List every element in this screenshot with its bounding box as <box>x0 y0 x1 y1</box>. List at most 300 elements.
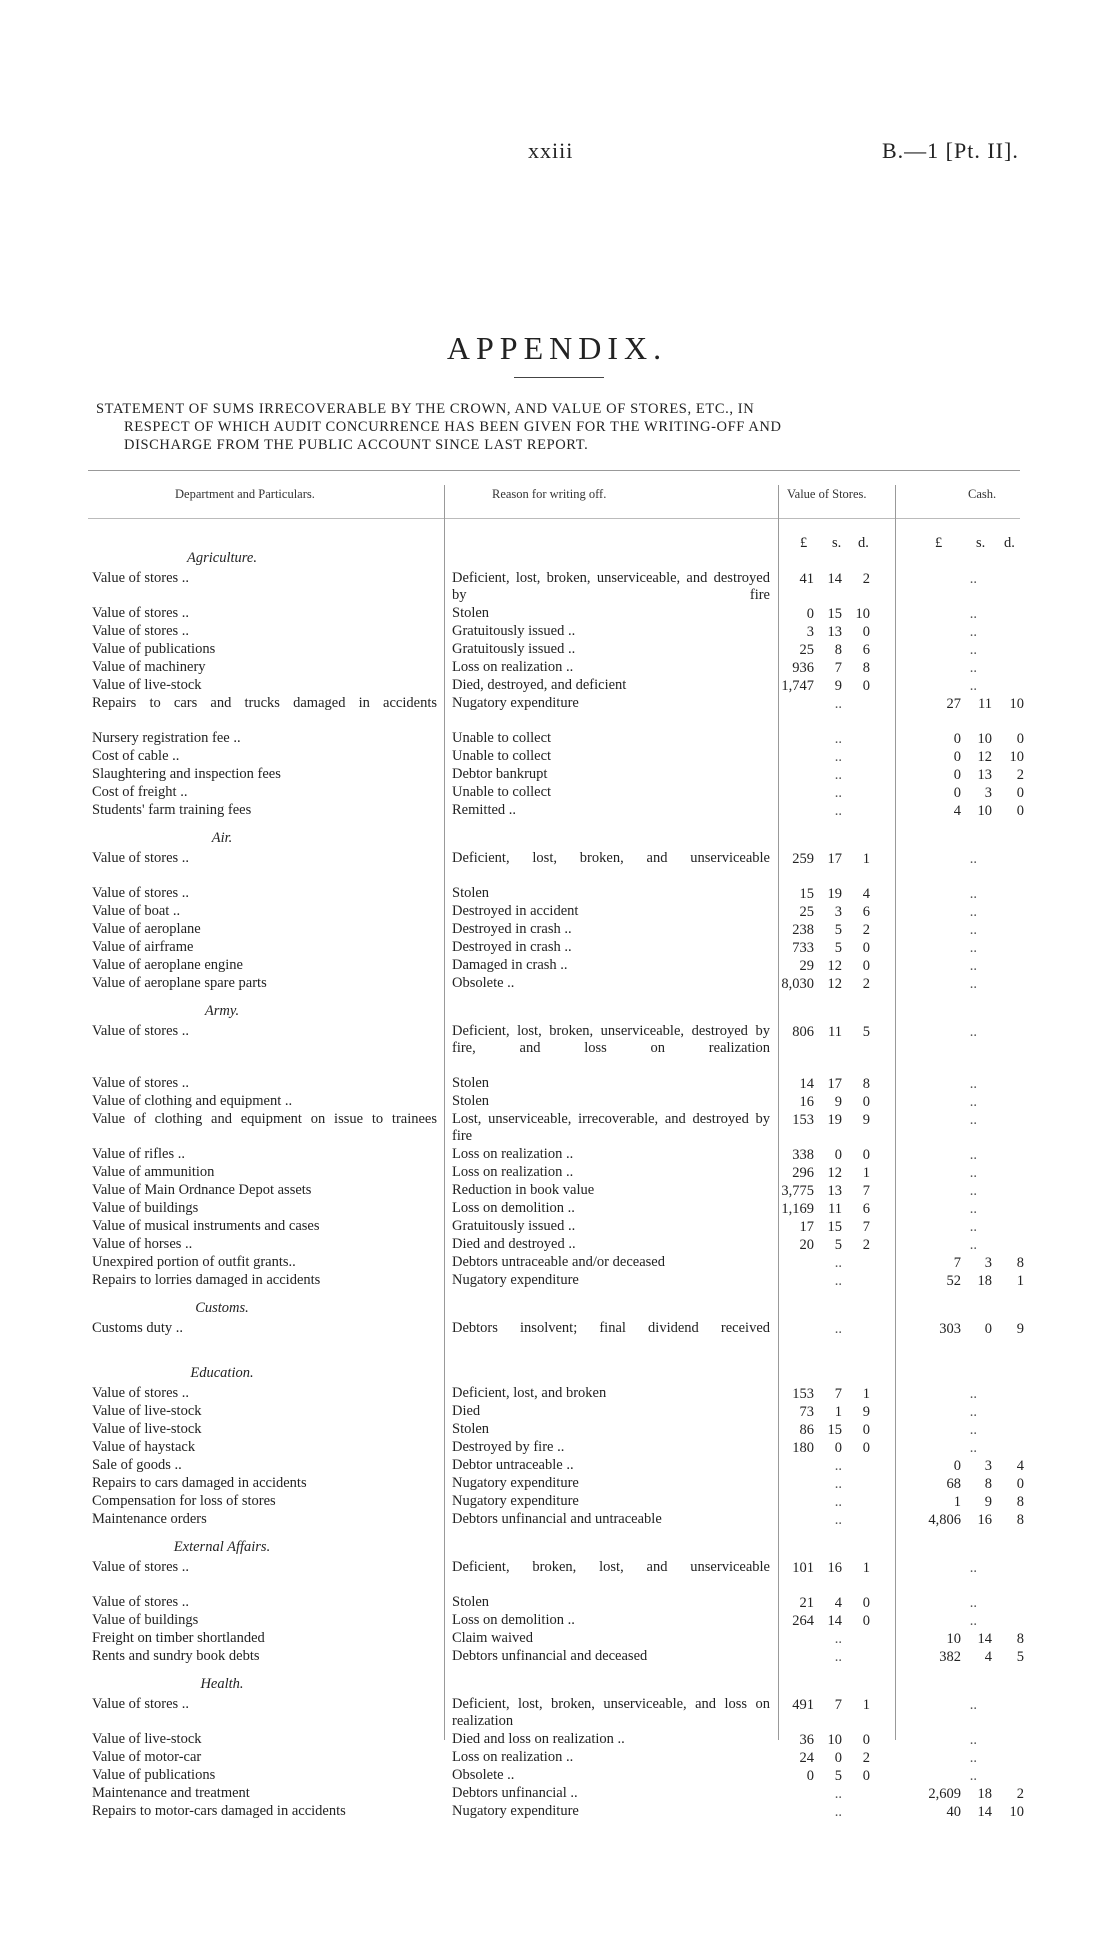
table-row <box>0 1075 1114 1093</box>
stores-empty: .. <box>834 1458 842 1474</box>
table-row <box>0 1594 1114 1612</box>
stores-amount-p: 29 <box>799 958 814 974</box>
reason-cell: Destroyed in crash .. <box>452 921 572 937</box>
table-row <box>0 605 1114 623</box>
stores-amount-s: 5 <box>834 1768 842 1784</box>
cash-empty: .. <box>969 1112 977 1128</box>
stores-amount-p: 936 <box>792 660 814 676</box>
table-row <box>0 903 1114 921</box>
cash-empty: .. <box>969 660 977 676</box>
stores-amount-d: 2 <box>862 1750 870 1766</box>
particulars-cell: Slaughtering and inspection fees <box>92 766 281 782</box>
stores-amount-p: 25 <box>799 904 814 920</box>
stores-amount-p: 0 <box>806 606 814 622</box>
reason-cell: Destroyed in accident <box>452 903 579 919</box>
stores-amount-s: 17 <box>827 1076 842 1092</box>
table-row <box>0 659 1114 677</box>
stores-amount-s: 11 <box>828 1024 842 1040</box>
reason-cell: Unable to collect <box>452 730 552 746</box>
cash-amount-d: 4 <box>1016 1458 1024 1474</box>
reason-cell: Unable to collect <box>452 748 552 764</box>
column-header-stores: Value of Stores. <box>787 487 867 501</box>
stores-amount-d: 0 <box>862 624 870 640</box>
cash-amount-d: 0 <box>1016 803 1024 819</box>
stores-empty: .. <box>834 1804 842 1820</box>
stores-amount-d: 2 <box>862 976 870 992</box>
stores-empty: .. <box>834 803 842 819</box>
stores-amount-s: 4 <box>834 1595 842 1611</box>
cash-amount-p: 303 <box>939 1321 961 1337</box>
reason-cell: Loss on demolition .. <box>452 1200 575 1216</box>
particulars-cell: Value of stores .. <box>92 570 190 586</box>
reason-cell: Died, destroyed, and deficient <box>452 677 627 693</box>
stores-amount-p: 36 <box>799 1732 814 1748</box>
stores-amount-d: 0 <box>862 1147 870 1163</box>
table-row <box>0 1439 1114 1457</box>
reason-cell: Obsolete .. <box>452 1767 515 1783</box>
table-row <box>0 1731 1114 1749</box>
stores-amount-s: 15 <box>827 1219 842 1235</box>
reason-cell: Nugatory expenditure <box>452 1803 579 1819</box>
cash-empty: .. <box>969 940 977 956</box>
cash-empty: .. <box>969 958 977 974</box>
statement-line-3: DISCHARGE FROM THE PUBLIC ACCOUNT SINCE LAST REPORT. <box>124 437 589 453</box>
particulars-cell: Repairs to cars and trucks damaged in accidents <box>92 695 437 711</box>
cash-amount-p: 2,609 <box>928 1786 961 1802</box>
table-row <box>0 1403 1114 1421</box>
stores-amount-s: 12 <box>827 958 842 974</box>
cash-amount-p: 0 <box>953 767 961 783</box>
cash-empty: .. <box>969 886 977 902</box>
particulars-cell: Value of ammunition <box>92 1164 215 1180</box>
table-row <box>0 1803 1114 1821</box>
cash-empty: .. <box>969 1201 977 1217</box>
stores-amount-d: 0 <box>862 940 870 956</box>
cash-amount-d: 1 <box>1016 1273 1024 1289</box>
stores-empty: .. <box>834 1494 842 1510</box>
stores-amount-d: 1 <box>862 1697 870 1713</box>
statement-heading <box>96 400 1016 454</box>
reason-cell: Claim waived <box>452 1630 533 1646</box>
cash-amount-p: 0 <box>953 731 961 747</box>
cash-empty: .. <box>969 678 977 694</box>
particulars-cell: Value of horses .. <box>92 1236 193 1252</box>
stores-amount-s: 0 <box>834 1440 842 1456</box>
particulars-cell: Rents and sundry book debts <box>92 1648 260 1664</box>
header-top-rule <box>88 470 1020 471</box>
table-row <box>0 1559 1114 1577</box>
stores-amount-s: 12 <box>827 1165 842 1181</box>
particulars-cell: Repairs to lorries damaged in accidents <box>92 1272 321 1288</box>
cash-empty: .. <box>969 1732 977 1748</box>
reason-cell: Nugatory expenditure <box>452 1493 579 1509</box>
stores-amount-s: 7 <box>834 1697 842 1713</box>
cash-amount-p: 0 <box>953 749 961 765</box>
table-row <box>0 1767 1114 1785</box>
particulars-cell: Value of publications <box>92 1767 216 1783</box>
table-row <box>0 850 1114 868</box>
cash-empty: .. <box>969 851 977 867</box>
table-row <box>0 1749 1114 1767</box>
stores-amount-s: 15 <box>827 606 842 622</box>
stores-amount-p: 153 <box>792 1386 814 1402</box>
particulars-cell: Students' farm training fees <box>92 802 252 818</box>
cash-amount-p: 0 <box>953 1458 961 1474</box>
cash-amount-s: 14 <box>977 1804 992 1820</box>
particulars-cell: Value of stores .. <box>92 1075 190 1091</box>
reason-cell: Debtor bankrupt <box>452 766 548 782</box>
cash-amount-s: 3 <box>984 1458 992 1474</box>
stores-amount-s: 5 <box>834 922 842 938</box>
stores-pound-unit: £ <box>800 535 808 551</box>
particulars-cell: Value of live-stock <box>92 677 202 693</box>
cash-empty: .. <box>969 1768 977 1784</box>
particulars-cell: Value of stores .. <box>92 605 190 621</box>
reason-cell: Deficient, lost, and broken <box>452 1385 607 1401</box>
stores-amount-d: 2 <box>862 922 870 938</box>
stores-amount-s: 9 <box>834 678 842 694</box>
reason-cell: Died and destroyed .. <box>452 1236 576 1252</box>
table-row <box>0 1385 1114 1403</box>
particulars-cell: Customs duty .. <box>92 1320 184 1336</box>
reason-cell: Died <box>452 1403 481 1419</box>
stores-amount-s: 19 <box>827 886 842 902</box>
reason-cell: Damaged in crash .. <box>452 957 568 973</box>
reason-cell: Died and loss on realization .. <box>452 1731 625 1747</box>
stores-amount-s: 0 <box>834 1147 842 1163</box>
stores-amount-d: 1 <box>862 1386 870 1402</box>
stores-amount-p: 86 <box>799 1422 814 1438</box>
stores-amount-s: 1 <box>834 1404 842 1420</box>
section-title: Customs. <box>195 1300 249 1316</box>
stores-amount-d: 2 <box>862 571 870 587</box>
table-row <box>0 1785 1114 1803</box>
reason-cell: Remitted .. <box>452 802 517 818</box>
particulars-cell: Value of stores .. <box>92 1559 190 1575</box>
stores-amount-s: 9 <box>834 1094 842 1110</box>
cash-empty: .. <box>969 571 977 587</box>
title-underline <box>514 377 604 378</box>
stores-amount-s: 11 <box>828 1201 842 1217</box>
cash-amount-p: 10 <box>946 1631 961 1647</box>
cash-amount-s: 14 <box>977 1631 992 1647</box>
table-row <box>0 1272 1114 1290</box>
stores-empty: .. <box>834 1321 842 1337</box>
cash-empty: .. <box>969 922 977 938</box>
reason-cell: Obsolete .. <box>452 975 515 991</box>
stores-amount-d: 0 <box>862 1595 870 1611</box>
cash-pound-unit: £ <box>935 535 943 551</box>
particulars-cell: Value of musical instruments and cases <box>92 1218 320 1234</box>
cash-empty: .. <box>969 1613 977 1629</box>
stores-amount-p: 264 <box>792 1613 814 1629</box>
reason-cell: Nugatory expenditure <box>452 695 579 711</box>
stores-amount-s: 15 <box>827 1422 842 1438</box>
particulars-cell: Value of live-stock <box>92 1403 202 1419</box>
cash-amount-d: 10 <box>1009 696 1024 712</box>
particulars-cell: Value of machinery <box>92 659 206 675</box>
cash-amount-s: 12 <box>977 749 992 765</box>
stores-empty: .. <box>834 731 842 747</box>
particulars-cell: Value of live-stock <box>92 1731 202 1747</box>
particulars-cell: Repairs to motor-cars damaged in accidents <box>92 1803 346 1819</box>
cash-empty: .. <box>969 1440 977 1456</box>
cash-amount-p: 4 <box>953 803 961 819</box>
reason-cell: Reduction in book value <box>452 1182 595 1198</box>
stores-amount-s: 3 <box>834 904 842 920</box>
cash-amount-s: 16 <box>977 1512 992 1528</box>
reason-cell: Stolen <box>452 1075 490 1091</box>
statement-line-1: STATEMENT OF SUMS IRRECOVERABLE BY THE CROWN, AND VALUE OF STORES, ETC., IN <box>96 401 755 417</box>
table-row <box>0 730 1114 748</box>
stores-amount-d: 0 <box>862 1094 870 1110</box>
table-row <box>0 748 1114 766</box>
reason-cell: Nugatory expenditure <box>452 1475 579 1491</box>
stores-amount-p: 15 <box>799 886 814 902</box>
cash-amount-d: 8 <box>1016 1512 1024 1528</box>
particulars-cell: Value of stores .. <box>92 1696 190 1712</box>
stores-amount-d: 2 <box>862 1237 870 1253</box>
table-row <box>0 975 1114 993</box>
cash-empty: .. <box>969 1404 977 1420</box>
stores-shilling-unit: s. <box>832 535 842 551</box>
reason-cell: Debtor untraceable .. <box>452 1457 574 1473</box>
stores-amount-s: 8 <box>834 642 842 658</box>
section-title: Army. <box>204 1003 240 1019</box>
section-title: Air. <box>211 830 233 846</box>
particulars-cell: Value of motor-car <box>92 1749 202 1765</box>
stores-amount-p: 24 <box>799 1750 814 1766</box>
stores-amount-d: 9 <box>862 1404 870 1420</box>
stores-amount-d: 0 <box>862 1440 870 1456</box>
table-row <box>0 957 1114 975</box>
reason-cell: Nugatory expenditure <box>452 1272 579 1288</box>
stores-amount-s: 19 <box>827 1112 842 1128</box>
table-row <box>0 1511 1114 1529</box>
cash-empty: .. <box>969 1386 977 1402</box>
reason-cell: Debtors unfinancial and deceased <box>452 1648 648 1664</box>
stores-amount-d: 0 <box>862 958 870 974</box>
cash-amount-d: 8 <box>1016 1255 1024 1271</box>
reason-cell: Stolen <box>452 1594 490 1610</box>
table-row <box>0 1630 1114 1648</box>
table-row <box>0 1493 1114 1511</box>
table-row <box>0 641 1114 659</box>
table-row <box>0 1111 1114 1144</box>
cash-empty: .. <box>969 606 977 622</box>
cash-amount-s: 0 <box>984 1321 992 1337</box>
particulars-cell: Value of boat .. <box>92 903 181 919</box>
particulars-cell: Maintenance and treatment <box>92 1785 250 1801</box>
cash-empty: .. <box>969 1237 977 1253</box>
section-title: Agriculture. <box>187 550 257 566</box>
particulars-cell: Value of clothing and equipment .. <box>92 1093 293 1109</box>
stores-amount-p: 238 <box>792 922 814 938</box>
stores-amount-p: 41 <box>799 571 814 587</box>
cash-empty: .. <box>969 904 977 920</box>
particulars-cell: Value of rifles .. <box>92 1146 186 1162</box>
stores-amount-p: 25 <box>799 642 814 658</box>
table-row <box>0 1648 1114 1666</box>
stores-amount-s: 5 <box>834 940 842 956</box>
table-row <box>0 695 1114 713</box>
particulars-cell: Nursery registration fee .. <box>92 730 241 746</box>
cash-empty: .. <box>969 1076 977 1092</box>
particulars-cell: Cost of freight .. <box>92 784 188 800</box>
particulars-cell: Value of stores .. <box>92 1023 190 1039</box>
cash-amount-s: 9 <box>984 1494 992 1510</box>
stores-amount-s: 12 <box>827 976 842 992</box>
particulars-cell: Value of stores .. <box>92 623 190 639</box>
particulars-cell: Cost of cable .. <box>92 748 180 764</box>
particulars-cell: Value of aeroplane engine <box>92 957 243 973</box>
stores-empty: .. <box>834 767 842 783</box>
stores-empty: .. <box>834 696 842 712</box>
table-row <box>0 1320 1114 1338</box>
stores-amount-p: 101 <box>792 1560 814 1576</box>
cash-amount-d: 10 <box>1009 749 1024 765</box>
cash-empty: .. <box>969 1219 977 1235</box>
stores-amount-p: 16 <box>799 1094 814 1110</box>
table-row <box>0 1457 1114 1475</box>
page-reference: B.—1 [Pt. II]. <box>882 138 1019 163</box>
stores-amount-p: 8,030 <box>781 976 814 992</box>
particulars-cell: Value of airframe <box>92 939 194 955</box>
stores-amount-d: 0 <box>862 1613 870 1629</box>
particulars-cell: Value of haystack <box>92 1439 196 1455</box>
reason-cell: Stolen <box>452 1093 490 1109</box>
reason-cell: Lost, unserviceable, irrecoverable, and destroyed by fire <box>452 1111 770 1144</box>
section-title: Education. <box>190 1365 254 1381</box>
reason-cell: Debtors untraceable and/or deceased <box>452 1254 665 1270</box>
cash-amount-p: 0 <box>953 785 961 801</box>
stores-amount-p: 338 <box>792 1147 814 1163</box>
table-row <box>0 1696 1114 1729</box>
stores-amount-d: 0 <box>862 1422 870 1438</box>
appendix-title: APPENDIX. <box>446 330 668 366</box>
table-row <box>0 623 1114 641</box>
particulars-cell: Value of aeroplane spare parts <box>92 975 267 991</box>
particulars-cell: Value of buildings <box>92 1200 199 1216</box>
cash-amount-d: 8 <box>1016 1631 1024 1647</box>
page-number: xxiii <box>528 138 574 163</box>
table-row <box>0 939 1114 957</box>
table-row <box>0 1023 1114 1056</box>
cash-amount-p: 27 <box>946 696 961 712</box>
particulars-cell: Freight on timber shortlanded <box>92 1630 265 1646</box>
particulars-cell: Value of clothing and equipment on issue to trainees <box>92 1111 437 1127</box>
cash-amount-s: 13 <box>977 767 992 783</box>
cash-amount-d: 0 <box>1016 785 1024 801</box>
stores-amount-p: 17 <box>799 1219 814 1235</box>
table-row <box>0 784 1114 802</box>
stores-amount-d: 1 <box>862 851 870 867</box>
particulars-cell: Compensation for loss of stores <box>92 1493 276 1509</box>
table-row <box>0 885 1114 903</box>
stores-amount-s: 14 <box>827 1613 842 1629</box>
stores-amount-d: 6 <box>862 642 870 658</box>
stores-amount-p: 20 <box>799 1237 814 1253</box>
table-row <box>0 1200 1114 1218</box>
stores-amount-p: 14 <box>799 1076 814 1092</box>
stores-amount-p: 806 <box>792 1024 814 1040</box>
cash-amount-d: 2 <box>1016 767 1024 783</box>
particulars-cell: Value of stores .. <box>92 885 190 901</box>
stores-amount-s: 7 <box>834 1386 842 1402</box>
section-title: External Affairs. <box>173 1539 271 1555</box>
stores-empty: .. <box>834 1649 842 1665</box>
particulars-cell: Value of publications <box>92 641 216 657</box>
column-header-department: Department and Particulars. <box>175 487 315 501</box>
cash-amount-p: 4,806 <box>928 1512 961 1528</box>
stores-empty: .. <box>834 1476 842 1492</box>
reason-cell: Unable to collect <box>452 784 552 800</box>
reason-cell: Loss on realization .. <box>452 659 574 675</box>
cash-amount-s: 18 <box>977 1273 992 1289</box>
stores-empty: .. <box>834 785 842 801</box>
cash-empty: .. <box>969 642 977 658</box>
reason-cell: Deficient, lost, broken, unserviceable, and destroyed by fire <box>452 570 770 603</box>
cash-empty: .. <box>969 1094 977 1110</box>
stores-amount-p: 1,747 <box>781 678 814 694</box>
stores-amount-p: 73 <box>799 1404 814 1420</box>
cash-amount-p: 382 <box>939 1649 961 1665</box>
reason-cell: Loss on demolition .. <box>452 1612 575 1628</box>
cash-empty: .. <box>969 1147 977 1163</box>
stores-amount-p: 180 <box>792 1440 814 1456</box>
particulars-cell: Value of Main Ordnance Depot assets <box>92 1182 312 1198</box>
cash-empty: .. <box>969 1422 977 1438</box>
table-row <box>0 1475 1114 1493</box>
stores-amount-d: 5 <box>862 1024 870 1040</box>
stores-empty: .. <box>834 1273 842 1289</box>
table-row <box>0 570 1114 603</box>
table-row <box>0 921 1114 939</box>
cash-amount-s: 4 <box>984 1649 992 1665</box>
cash-amount-s: 10 <box>977 803 992 819</box>
stores-amount-p: 3,775 <box>781 1183 814 1199</box>
cash-amount-d: 9 <box>1016 1321 1024 1337</box>
stores-amount-d: 10 <box>855 606 870 622</box>
stores-amount-d: 0 <box>862 1768 870 1784</box>
statement-line-2: RESPECT OF WHICH AUDIT CONCURRENCE HAS BEEN GIVEN FOR THE WRITING-OFF AND <box>124 419 782 435</box>
cash-amount-d: 2 <box>1016 1786 1024 1802</box>
stores-amount-p: 3 <box>806 624 814 640</box>
cash-amount-s: 11 <box>978 696 992 712</box>
table-row <box>0 677 1114 695</box>
table-row <box>0 1421 1114 1439</box>
stores-amount-d: 1 <box>862 1165 870 1181</box>
stores-amount-p: 1,169 <box>781 1201 814 1217</box>
cash-amount-d: 5 <box>1016 1649 1024 1665</box>
table-row <box>0 1612 1114 1630</box>
stores-amount-s: 13 <box>827 624 842 640</box>
reason-cell: Gratuitously issued .. <box>452 623 576 639</box>
particulars-cell: Value of aeroplane <box>92 921 201 937</box>
cash-empty: .. <box>969 1560 977 1576</box>
stores-amount-p: 733 <box>792 940 814 956</box>
particulars-cell: Maintenance orders <box>92 1511 207 1527</box>
stores-amount-p: 0 <box>806 1768 814 1784</box>
cash-empty: .. <box>969 1165 977 1181</box>
cash-amount-s: 3 <box>984 1255 992 1271</box>
cash-pence-unit: d. <box>1004 535 1015 551</box>
reason-cell: Deficient, lost, broken, unserviceable, and loss on realization <box>452 1696 770 1729</box>
reason-cell: Stolen <box>452 885 490 901</box>
reason-cell: Gratuitously issued .. <box>452 641 576 657</box>
stores-amount-d: 7 <box>862 1183 870 1199</box>
cash-amount-p: 40 <box>946 1804 961 1820</box>
